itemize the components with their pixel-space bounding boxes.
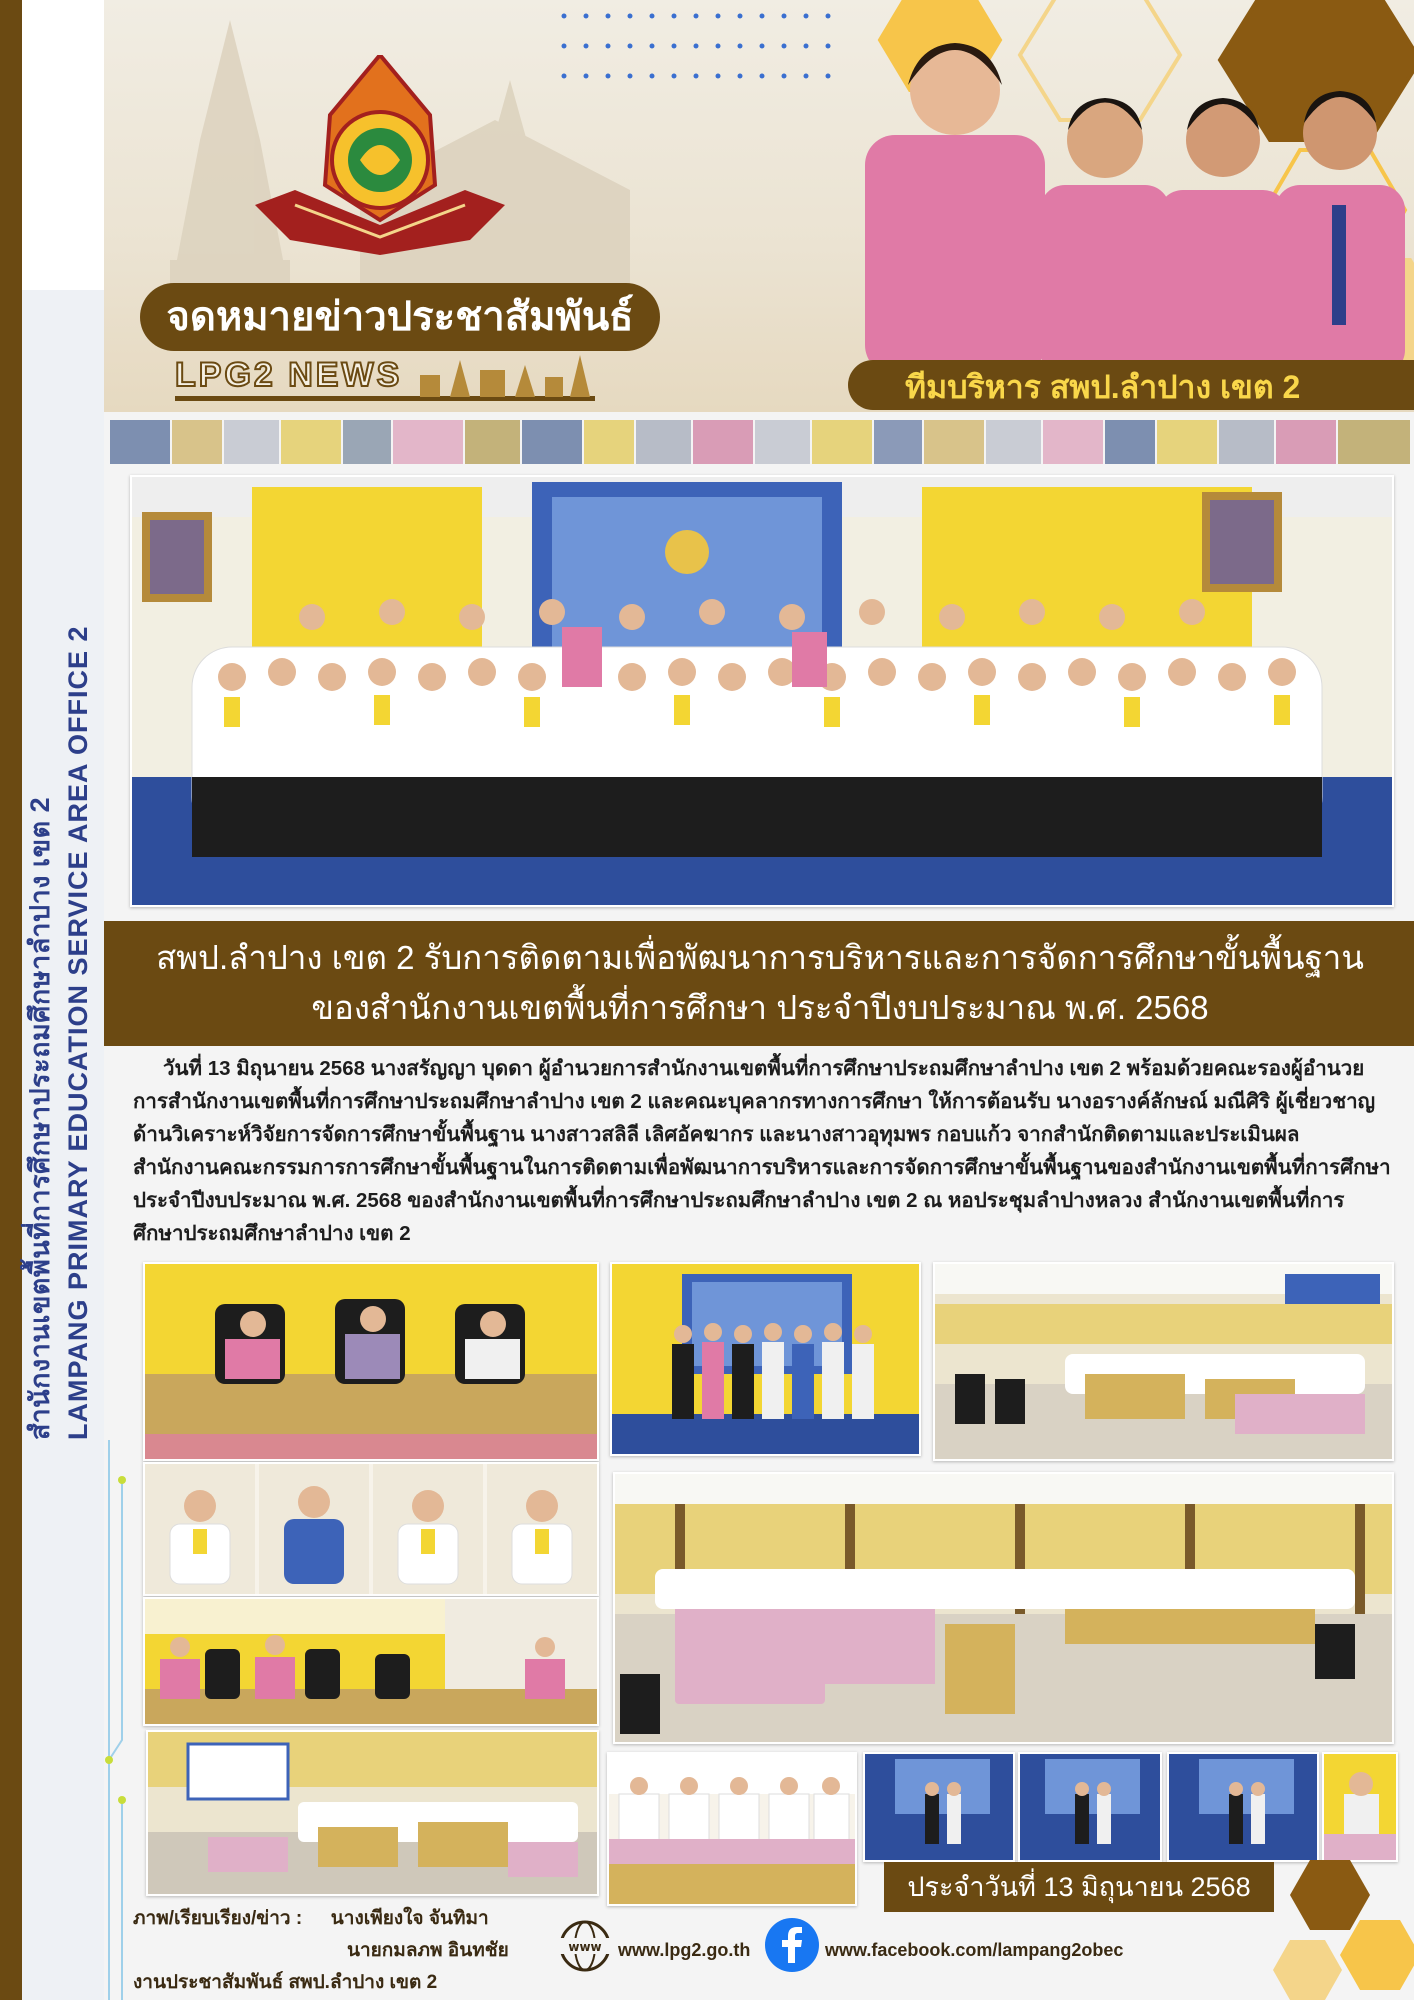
photo-award-2	[1018, 1752, 1162, 1862]
education-office-emblem-icon	[255, 55, 505, 265]
circuit-decoration	[104, 1440, 134, 2000]
credit-line-1	[133, 1903, 509, 1935]
issue-date: ประจำวันที่ 13 มิถุนายน 2568	[884, 1862, 1274, 1912]
photo-meeting-hall-wide	[933, 1262, 1394, 1461]
photo-award-1	[863, 1752, 1015, 1862]
executive-team-photo	[840, 15, 1410, 360]
article-headline	[120, 933, 1400, 1033]
photo-committee-discussion	[143, 1597, 599, 1726]
headline-line-2: ของสำนักงานเขตพื้นที่การศึกษา ประจำปีงบประมาณ พ.ศ. 2568	[311, 989, 1209, 1026]
photo-thumbnail-strip	[110, 420, 1410, 464]
website-link[interactable]: www.lpg2.go.th	[618, 1940, 751, 1960]
department-line: งานประชาสัมพันธ์ สพป.ลำปาง เขต 2	[133, 1972, 438, 1993]
credit-name-1: นางเพียงใจ จันทิมา	[330, 1908, 489, 1929]
credit-name-2: นายกมลภพ อินทชัย	[347, 1940, 509, 1961]
photo-seated-officials	[607, 1752, 857, 1906]
sidebar-thai-name: สำนักงานเขตพื้นที่การศึกษาประถมศึกษาลำปาง เขต 2	[25, 796, 55, 1440]
sidebar-vertical-text	[18, 625, 94, 1440]
photo-award-3	[1167, 1752, 1319, 1862]
facebook-icon	[764, 1917, 820, 1973]
main-group-photo	[130, 475, 1394, 907]
photo-meeting-hall-overview	[613, 1472, 1394, 1744]
hexagon-decoration-bottom	[1250, 1860, 1414, 2000]
facebook-link[interactable]: www.facebook.com/lampang2obec	[825, 1940, 1124, 1960]
credit-label: ภาพ/เรียบเรียง/ข่าว :	[133, 1908, 303, 1929]
team-label: ทีมบริหาร สพป.ลำปาง เขต 2	[905, 369, 1301, 405]
newsletter-title: จดหมายข่าวประชาสัมพันธ์	[140, 283, 660, 351]
city-skyline-icon	[420, 355, 600, 397]
credits-block	[133, 1903, 509, 1999]
headline-line-1: สพป.ลำปาง เขต 2 รับการติดตามเพื่อพัฒนาการบริหารและการจัดการศึกษาขั้นพื้นฐาน	[156, 939, 1364, 976]
photo-hall-from-stage	[146, 1730, 599, 1896]
photo-committee-table	[143, 1262, 599, 1461]
www-globe-icon	[557, 1918, 613, 1974]
photo-group-small	[610, 1262, 921, 1456]
dots-decoration	[560, 8, 850, 80]
photo-speaker	[1322, 1752, 1398, 1862]
sidebar-english-name: LAMPANG PRIMARY EDUCATION SERVICE AREA OFFICE 2	[63, 625, 93, 1440]
svg-text:www: www	[568, 1940, 602, 1954]
lpg2-news-tag: LPG2 NEWS	[175, 356, 403, 394]
credit-line-2	[133, 1935, 509, 1967]
photo-portraits-row	[143, 1462, 599, 1596]
article-body: วันที่ 13 มิถุนายน 2568 นางสรัญญา บุดดา ผู้อำนวยการสำนักงานเขตพื้นที่การศึกษาประถมศึกษาลำปาง เขต 2 พร้อมด้วยคณะรองผู้อำนวยการสำนักงานเขตพื้นที่การศึกษาประถมศึกษาลำปาง เขต 2 และคณะบุคลากรทางการศึกษา ให้การต้อนรับ นางอรางค์ลักษณ์ มณีศิริ ผู้เชี่ยวชาญด้านวิเคราะห์วิจัยการจัดการศึกษาขั้นพื้นฐาน นางสาวสลิลี เลิศอัคฆากร และนางสาวอุทุมพร กอบแก้ว จากสำนักติดตามและประเมินผล สำนักงานคณะกรรมการการศึกษาขั้นพื้นฐานในการติดตามเพื่อพัฒนาการบริหารและการจัดการศึกษาขั้นพื้นฐานของสำนักงานเขตพื้นที่การศึกษา ประจำปีงบประมาณ พ.ศ. 2568 ของสำนักงานเขตพื้นที่การศึกษาประถมศึกษาลำปาง เขต 2 ณ หอประชุมลำปางหลวง สำนักงานเขตพื้นที่การศึกษาประถมศึกษาลำปาง เขต 2	[133, 1057, 1391, 1245]
